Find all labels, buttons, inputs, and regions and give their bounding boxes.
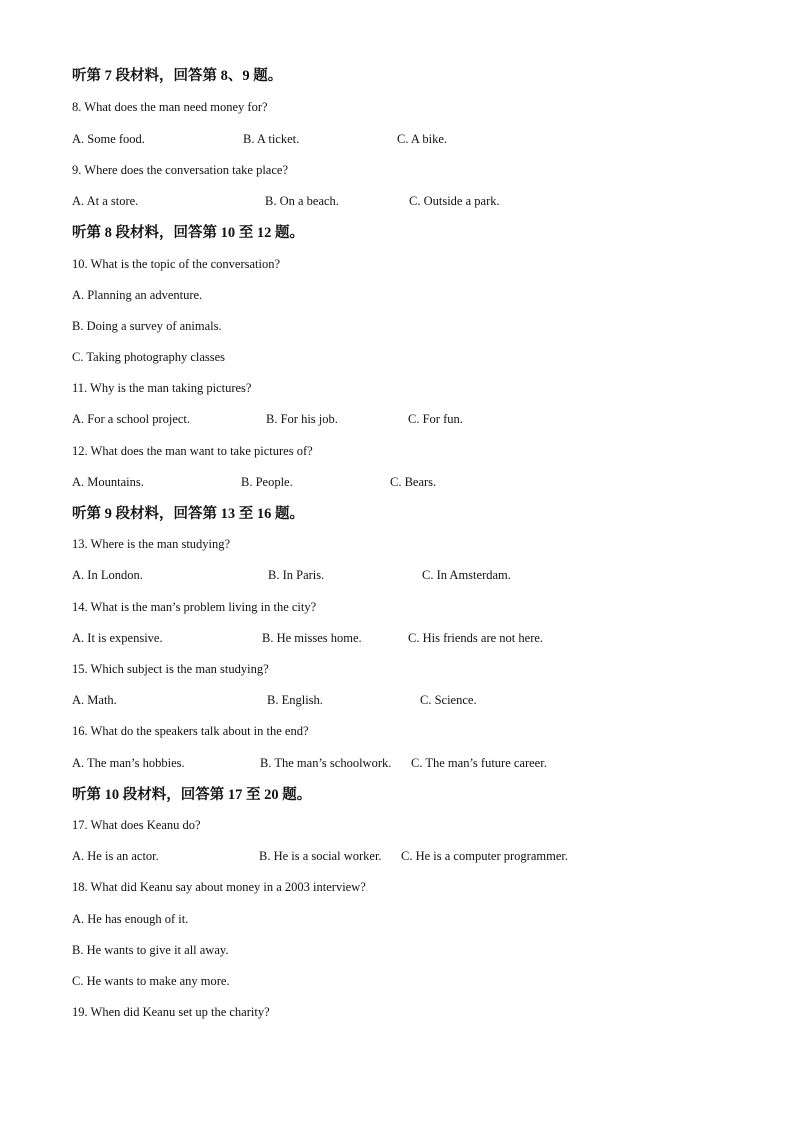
question-text: 8. What does the man need money for? xyxy=(72,100,268,114)
option-c: C. Outside a park. xyxy=(409,194,500,208)
option-b: B. On a beach. xyxy=(265,194,339,208)
question-text: 15. Which subject is the man studying? xyxy=(72,662,269,676)
option-c: C. A bike. xyxy=(397,132,448,146)
option-a: A. He has enough of it. xyxy=(72,912,189,926)
option-b: B. In Paris. xyxy=(268,568,325,582)
question-text: 14. What is the man’s problem living in the city? xyxy=(72,600,317,614)
option-c: C. Taking photography classes xyxy=(72,350,226,364)
option-b: B. For his job. xyxy=(266,412,338,426)
question-text: 19. When did Keanu set up the charity? xyxy=(72,1005,270,1019)
question-text: 18. What did Keanu say about money in a 2003 interview? xyxy=(72,880,366,894)
section-heading: 听第 7 段材料，回答第 8、9 题。 xyxy=(72,68,283,84)
question-text: 12. What does the man want to take pictures of? xyxy=(72,444,313,458)
question-text: 9. Where does the conversation take place? xyxy=(72,163,288,177)
section-heading: 听第 8 段材料，回答第 10 至 12 题。 xyxy=(72,225,304,241)
option-a: A. Math. xyxy=(72,693,117,707)
question-text: 13. Where is the man studying? xyxy=(72,537,231,551)
option-b: B. The man’s schoolwork. xyxy=(260,756,392,770)
option-a: A. Some food. xyxy=(72,132,145,146)
option-c: C. His friends are not here. xyxy=(408,631,544,645)
option-a: A. At a store. xyxy=(72,194,139,208)
option-b: B. A ticket. xyxy=(243,132,300,146)
question-text: 17. What does Keanu do? xyxy=(72,818,201,832)
option-b: B. English. xyxy=(267,693,323,707)
option-c: C. For fun. xyxy=(408,412,463,426)
section-heading: 听第 9 段材料，回答第 13 至 16 题。 xyxy=(72,506,304,522)
option-a: A. Planning an adventure. xyxy=(72,288,203,302)
option-c: C. He is a computer programmer. xyxy=(401,849,568,863)
option-a: A. It is expensive. xyxy=(72,631,163,645)
question-text: 11. Why is the man taking pictures? xyxy=(72,381,252,395)
section-heading: 听第 10 段材料，回答第 17 至 20 题。 xyxy=(72,787,312,803)
option-c: C. The man’s future career. xyxy=(411,756,547,770)
option-a: A. In London. xyxy=(72,568,143,582)
option-c: C. Science. xyxy=(420,693,477,707)
option-c: C. Bears. xyxy=(390,475,437,489)
option-a: A. He is an actor. xyxy=(72,849,159,863)
option-b: B. He wants to give it all away. xyxy=(72,943,229,957)
option-b: B. He is a social worker. xyxy=(259,849,382,863)
option-b: B. He misses home. xyxy=(262,631,362,645)
option-c: C. In Amsterdam. xyxy=(422,568,511,582)
option-a: A. Mountains. xyxy=(72,475,144,489)
option-a: A. For a school project. xyxy=(72,412,191,426)
option-c: C. He wants to make any more. xyxy=(72,974,230,988)
option-b: B. Doing a survey of animals. xyxy=(72,319,222,333)
option-a: A. The man’s hobbies. xyxy=(72,756,185,770)
question-text: 10. What is the topic of the conversation? xyxy=(72,257,281,271)
question-text: 16. What do the speakers talk about in the end? xyxy=(72,724,309,738)
option-b: B. People. xyxy=(241,475,293,489)
